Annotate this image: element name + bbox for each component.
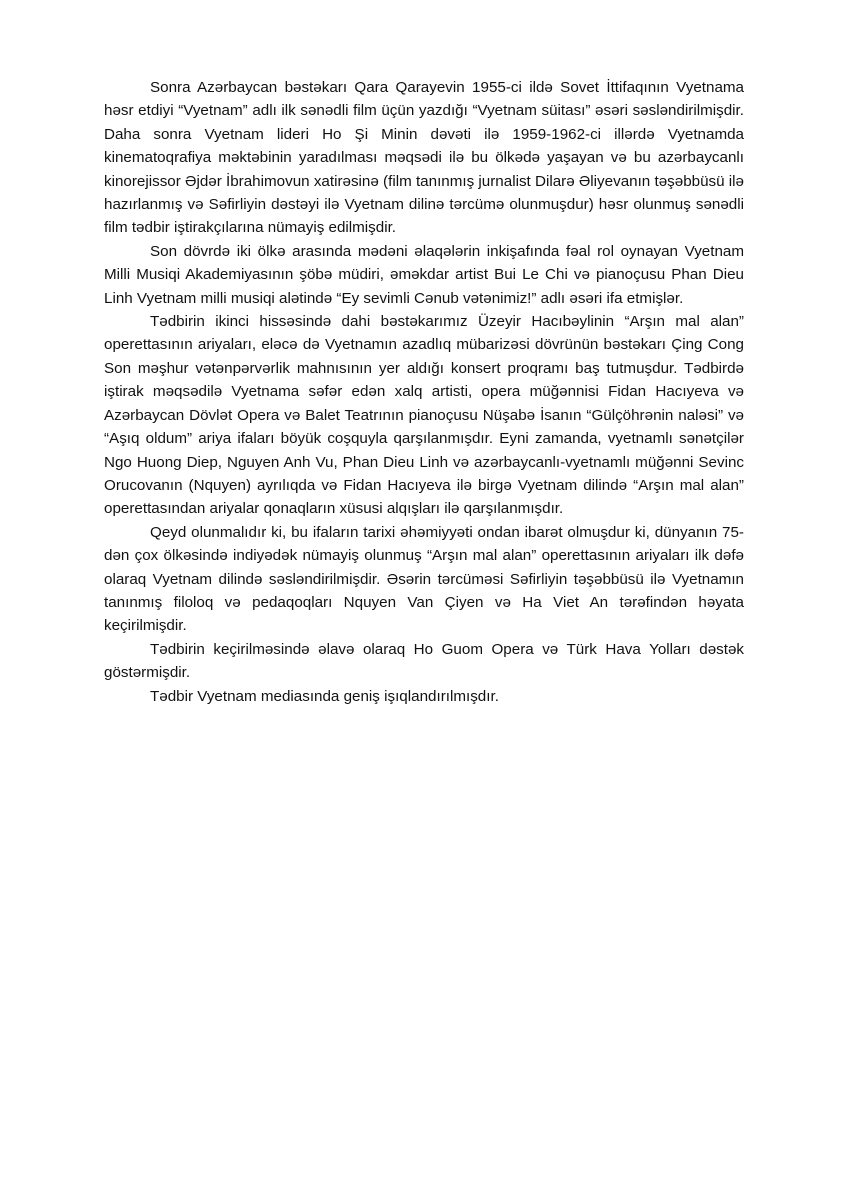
paragraph-music-performance: Son dövrdə iki ölkə arasında mədəni əlaqələrin inkişafında fəal rol oynayan Vyetnam Milli Musiqi Akademiyasının şöbə müdiri, əməkdar artist Bui Le Chi və pianoçusu Phan Dieu Linh Vyetnam milli musiqi alətində “Ey sevimli Cənub vətənimiz!” adlı əsəri ifa etmişlər. xyxy=(104,242,744,307)
paragraph-media-coverage: Tədbir Vyetnam mediasında geniş işıqlandırılmışdır. xyxy=(150,687,499,705)
paragraph-film-screening: Sonra Azərbaycan bəstəkarı Qara Qarayevin 1955-ci ildə Sovet İttifaqının Vyetnama həsr etdiyi “Vyetnam” adlı ilk sənədli film üçün yazdığı “Vyetnam süitası” əsəri səsləndirilmişdir. Daha sonra Vyetnam lideri Ho Şi Minin dəvəti ilə 1959-1962-ci illərdə Vyetnamda kinematoqrafiya məktəbinin yaradılması məqsədi ilə bu ölkədə yaşayan və bu azərbaycanlı kinorejissor Əjdər İbrahimovun xatirəsinə (film tanınmış jurnalist Dilarə Əliyevanın təşəbbüsü ilə hazırlanmış və Səfirliyin dəstəyi ilə Vyetnam dilinə tərcümə olunmuşdur) həsr olunmuş sənədli film tədbir iştirakçılarına nümayiş edilmişdir. xyxy=(104,79,744,237)
paragraph-sponsors: Tədbirin keçirilməsində əlavə olaraq Ho Guom Opera və Türk Hava Yolları dəstək göstərmişdir. xyxy=(104,640,744,682)
paragraph-historical-significance: Qeyd olunmalıdır ki, bu ifaların tarixi əhəmiyyəti ondan ibarət olmuşdur ki, dünyanın 75-dən çox ölkəsində indiyədək nümayiş olunmuş “Arşın mal alan” operettasının ariyaları ilk dəfə olaraq Vyetnam dilində səsləndirilmişdir. Əsərin tərcüməsi Səfirliyin təşəbbüsü ilə Vyetnamın tanınmış filoloq və pedaqoqları Nquyen Van Çiyen və Ha Viet An tərəfindən həyata keçirilmişdir. xyxy=(104,523,744,635)
paragraph-concert-program: Tədbirin ikinci hissəsində dahi bəstəkarımız Üzeyir Hacıbəylinin “Arşın mal alan” operettasının ariyaları, eləcə də Vyetnamın azadlıq mübarizəsi dövrünün bəstəkarı Çing Cong Son məşhur vətənpərvərlik mahnısının yer aldığı konsert proqramı baş tutmuşdur. Tədbirdə iştirak məqsədilə Vyetnama səfər edən xalq artisti, opera müğənnisi Fidan Hacıyeva və Azərbaycan Dövlət Opera və Balet Teatrının pianoçusu Nüşabə İsanın “Gülçöhrənin naləsi” və “Aşıq oldum” ariya ifaları böyük coşquyla qarşılanmışdır. Eyni zamanda, vyetnamlı sənətçilər Ngo Huong Diep, Nguyen Anh Vu, Phan Dieu Linh və azərbaycanlı-vyetnamlı müğənni Sevinc Orucovanın (Nquyen) ayrılıqda və Fidan Hacıyeva ilə birgə Vyetnam dilində “Arşın mal alan” operettasından ariyalar qonaqların xüsusi alqışları ilə qarşılanmışdır. xyxy=(104,313,744,518)
document-page xyxy=(104,76,744,708)
